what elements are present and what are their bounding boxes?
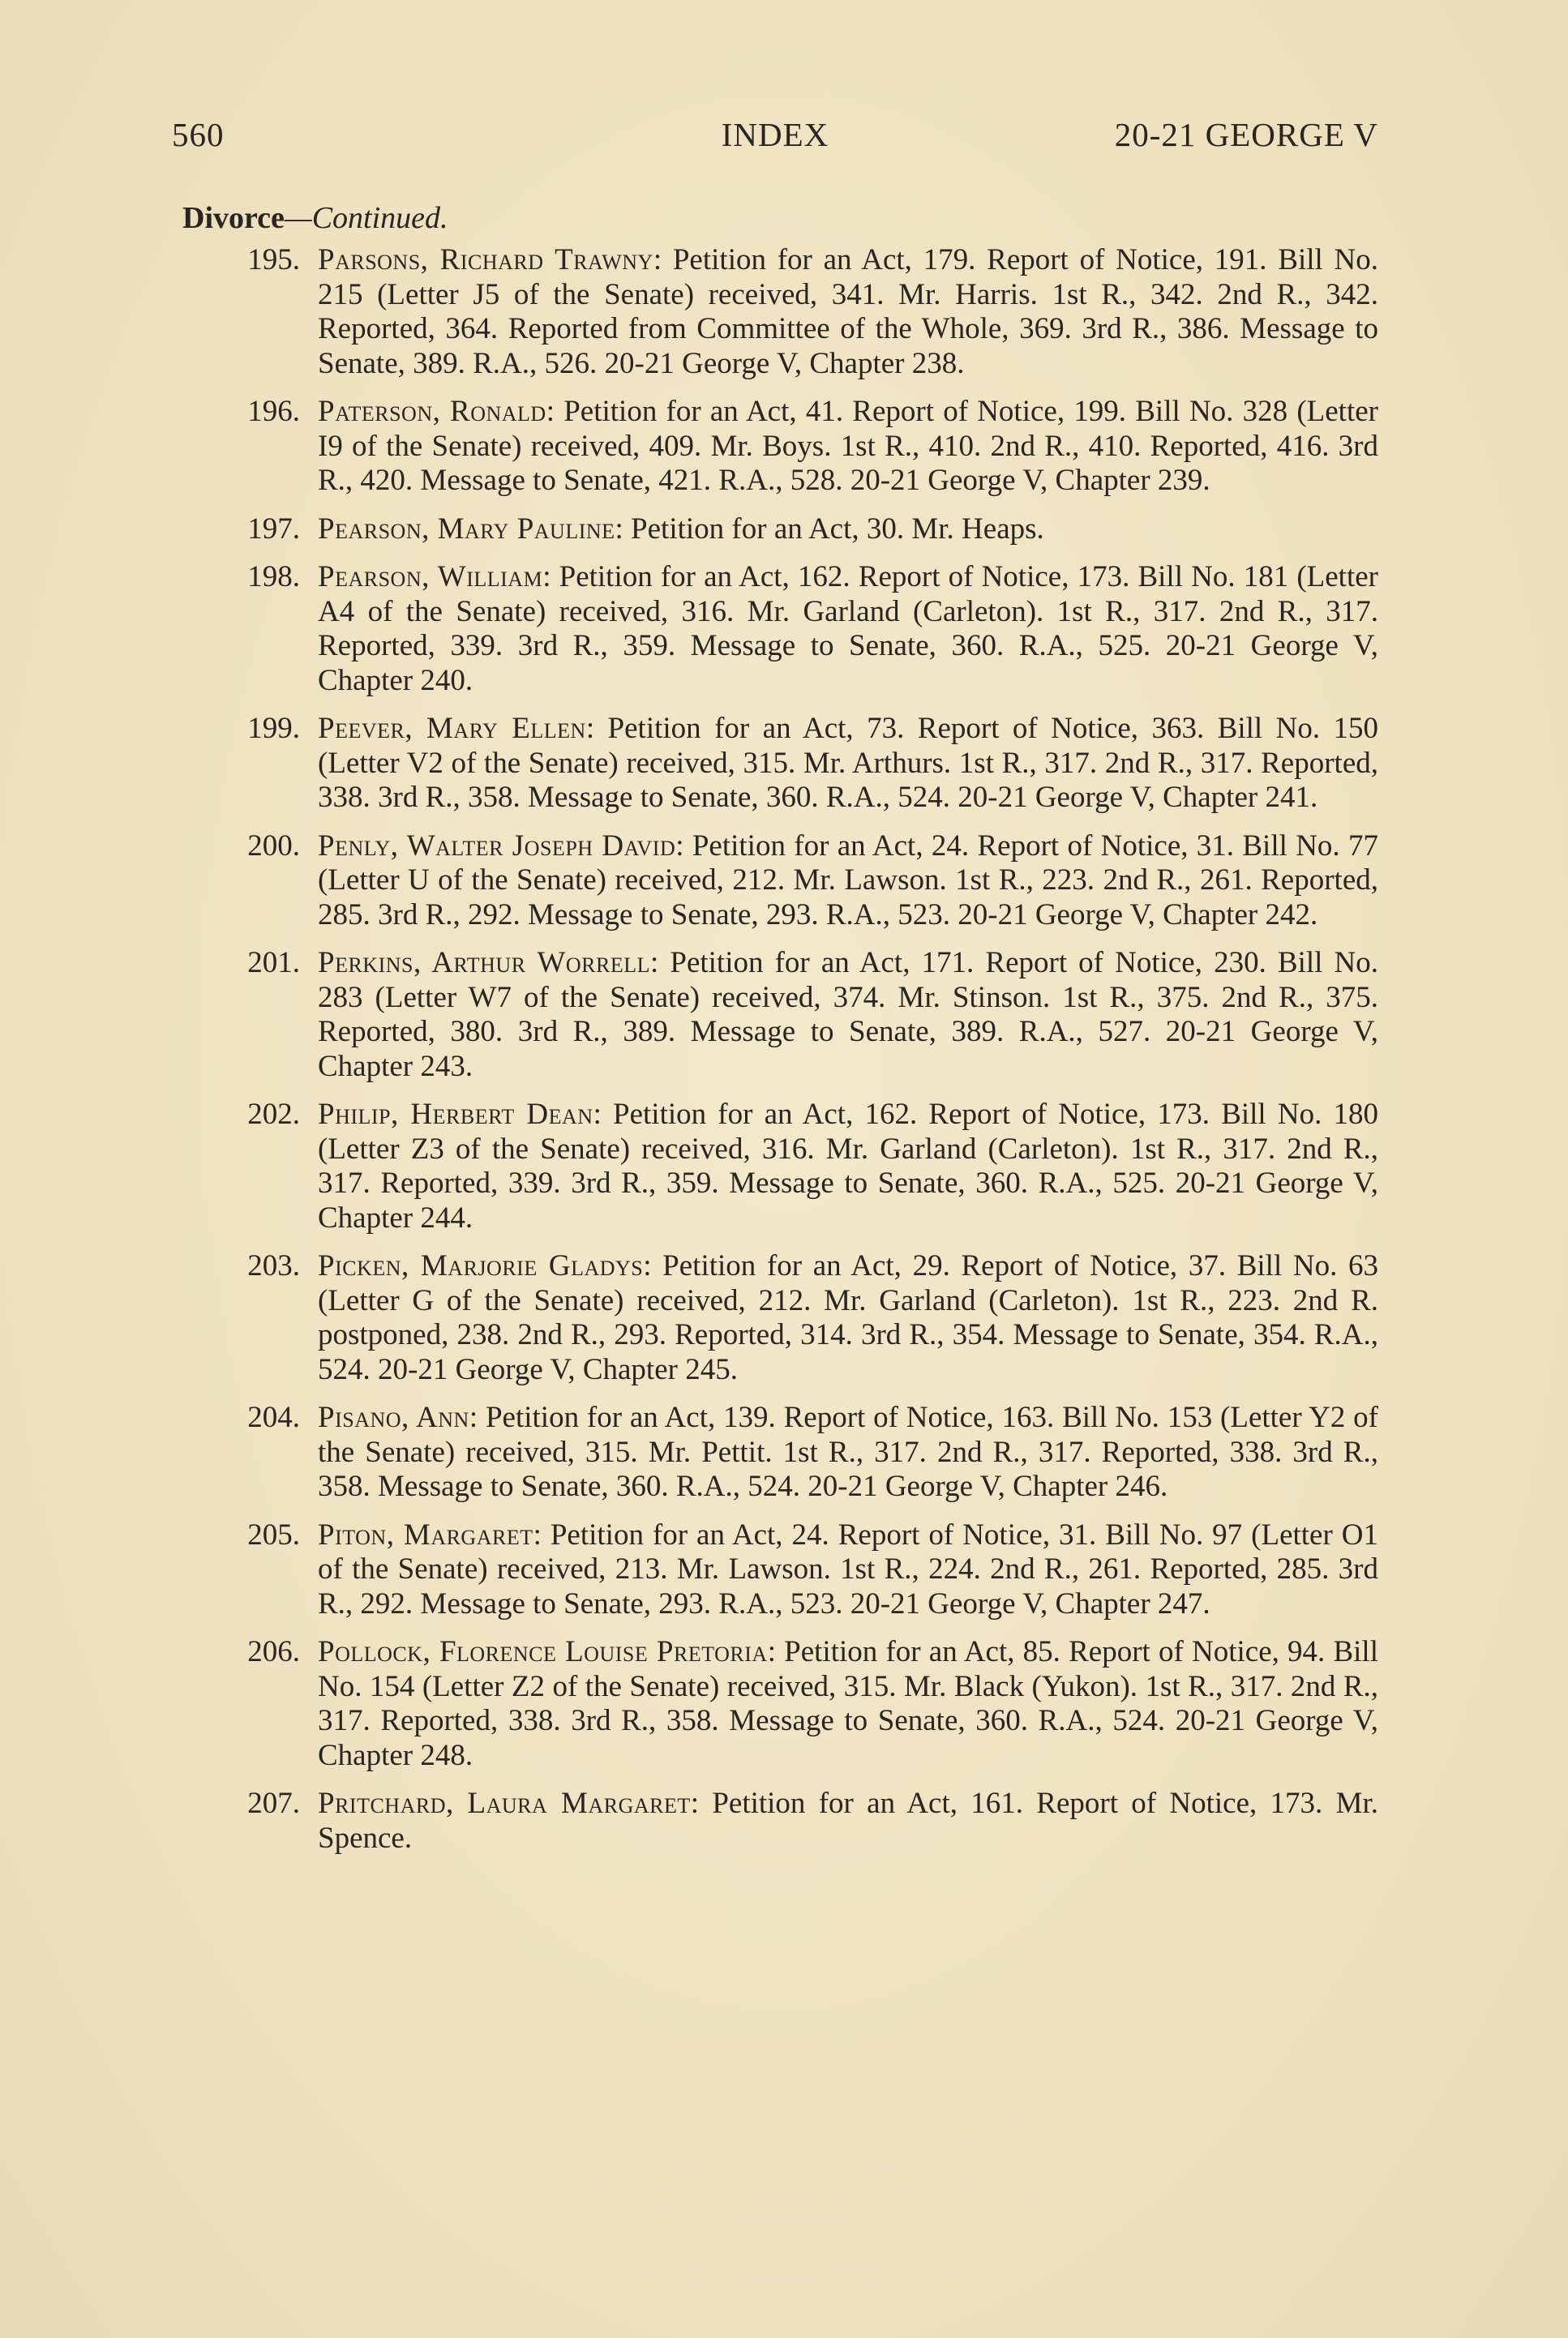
entry-name: Paterson, Ronald <box>318 395 546 428</box>
running-header <box>172 112 1378 157</box>
entry-name: Pritchard, Laura Margaret <box>318 1787 691 1820</box>
index-entry <box>203 946 1378 1084</box>
entry-number: 196. <box>247 395 300 428</box>
entry-text: : Petition for an Act, 29. Report of Notice, 37. Bill No. 63 (Letter G of the Senate) received, 212. Mr. Garland (Carleton). 1st R., 223. 2nd R. postponed, 238. 2nd R., 293. Reported, 314. 3rd R., 354. Message to Senate, 354. R.A., 524. 20-21 George V, Chapter 245. <box>318 1249 1378 1386</box>
index-entry <box>203 712 1378 816</box>
index-entry <box>203 512 1378 547</box>
entry-number: 202. <box>247 1098 300 1131</box>
index-entries <box>203 243 1378 1869</box>
entry-number: 200. <box>247 829 300 863</box>
section-heading-title: Divorce <box>182 201 285 235</box>
section-heading-continued: —Continued. <box>284 201 448 235</box>
index-entry <box>203 1635 1378 1773</box>
entry-text: : Petition for an Act, 73. Report of Notice, 363. Bill No. 150 (Letter V2 of the Senate) received, 315. Mr. Arthurs. 1st R., 317. 2nd R., 317. Reported, 338. 3rd R., 358. Message to Senate, 360. R.A., 524. 20-21 George V, Chapter 241. <box>318 712 1378 814</box>
entry-name: Penly, Walter Joseph David <box>318 829 676 863</box>
entry-text: : Petition for an Act, 162. Report of Notice, 173. Bill No. 181 (Letter A4 of the Senate) received, 316. Mr. Garland (Carleton). 1st R., 317. 2nd R., 317. Reported, 339. 3rd R., 359. Message to Senate, 360. R.A., 525. 20-21 George V, Chapter 240. <box>318 560 1378 697</box>
entry-text: : Petition for an Act, 41. Report of Notice, 199. Bill No. 328 (Letter I9 of the Senate) received, 409. Mr. Boys. 1st R., 410. 2nd R., 410. Reported, 416. 3rd R., 420. Message to Senate, 421. R.A., 528. 20-21 George V, Chapter 239. <box>318 395 1378 497</box>
entry-number: 204. <box>247 1401 300 1434</box>
header-volume: 20-21 GEORGE V <box>1114 116 1378 153</box>
entry-text: : Petition for an Act, 24. Report of Notice, 31. Bill No. 77 (Letter U of the Senate) received, 212. Mr. Lawson. 1st R., 223. 2nd R., 261. Reported, 285. 3rd R., 292. Message to Senate, 293. R.A., 523. 20-21 George V, Chapter 242. <box>318 829 1378 931</box>
entry-name: Peever, Mary Ellen <box>318 712 586 745</box>
index-entry <box>203 829 1378 933</box>
entry-number: 203. <box>247 1249 300 1282</box>
entry-number: 205. <box>247 1518 300 1552</box>
index-entry <box>203 1401 1378 1505</box>
entry-number: 206. <box>247 1635 300 1668</box>
entry-number: 197. <box>247 512 300 546</box>
header-title: INDEX <box>721 116 829 153</box>
entry-text: : Petition for an Act, 85. Report of Notice, 94. Bill No. 154 (Letter Z2 of the Senate) received, 315. Mr. Black (Yukon). 1st R., 317. 2nd R., 317. Reported, 338. 3rd R., 358. Message to Senate, 360. R.A., 524. 20-21 George V, Chapter 248. <box>318 1635 1378 1772</box>
entry-number: 195. <box>247 243 300 276</box>
entry-text: : Petition for an Act, 171. Report of Notice, 230. Bill No. 283 (Letter W7 of the Senate) received, 374. Mr. Stinson. 1st R., 375. 2nd R., 375. Reported, 380. 3rd R., 389. Message to Senate, 389. R.A., 527. 20-21 George V, Chapter 243. <box>318 946 1378 1083</box>
index-entry <box>203 1249 1378 1387</box>
index-entry <box>203 243 1378 381</box>
page-number: 560 <box>172 116 225 153</box>
entry-text: : Petition for an Act, 30. Mr. Heaps. <box>615 512 1044 546</box>
index-entry <box>203 395 1378 499</box>
entry-text: : Petition for an Act, 24. Report of Notice, 31. Bill No. 97 (Letter O1 of the Senate) received, 213. Mr. Lawson. 1st R., 224. 2nd R., 261. Reported, 285. 3rd R., 292. Message to Senate, 293. R.A., 523. 20-21 George V, Chapter 247. <box>318 1518 1378 1621</box>
entry-number: 199. <box>247 712 300 745</box>
index-entry <box>203 1787 1378 1856</box>
section-heading <box>182 198 448 238</box>
entry-name: Picken, Marjorie Gladys <box>318 1249 644 1282</box>
entry-name: Pearson, Mary Pauline <box>318 512 615 546</box>
entry-text: : Petition for an Act, 162. Report of Notice, 173. Bill No. 180 (Letter Z3 of the Senate) received, 316. Mr. Garland (Carleton). 1st R., 317. 2nd R., 317. Reported, 339. 3rd R., 359. Message to Senate, 360. R.A., 525. 20-21 George V, Chapter 244. <box>318 1098 1379 1235</box>
entry-number: 207. <box>247 1787 300 1820</box>
entry-name: Pearson, William <box>318 560 543 593</box>
entry-number: 201. <box>247 946 300 979</box>
entry-text: : Petition for an Act, 139. Report of Notice, 163. Bill No. 153 (Letter Y2 of the Senate) received, 315. Mr. Pettit. 1st R., 317. 2nd R., 317. Reported, 338. 3rd R., 358. Message to Senate, 360. R.A., 524. 20-21 George V, Chapter 246. <box>318 1401 1378 1503</box>
entry-text: : Petition for an Act, 179. Report of Notice, 191. Bill No. 215 (Letter J5 of the Senate) received, 341. Mr. Harris. 1st R., 342. 2nd R., 342. Reported, 364. Reported from Committee of the Whole, 369. 3rd R., 386. Message to Senate, 389. R.A., 526. 20-21 George V, Chapter 238. <box>318 243 1378 380</box>
index-entry <box>203 560 1378 698</box>
index-entry <box>203 1098 1378 1235</box>
entry-name: Philip, Herbert Dean <box>318 1098 593 1131</box>
entry-name: Pisano, Ann <box>318 1401 469 1434</box>
entry-name: Parsons, Richard Trawny <box>318 243 653 276</box>
entry-name: Piton, Margaret <box>318 1518 533 1552</box>
entry-text: : Petition for an Act, 161. Report of Notice, 173. Mr. Spence. <box>318 1787 1379 1855</box>
index-entry <box>203 1518 1378 1622</box>
entry-name: Perkins, Arthur Worrell <box>318 946 650 979</box>
entry-name: Pollock, Florence Louise Pretoria <box>318 1635 768 1668</box>
entry-number: 198. <box>247 560 300 593</box>
